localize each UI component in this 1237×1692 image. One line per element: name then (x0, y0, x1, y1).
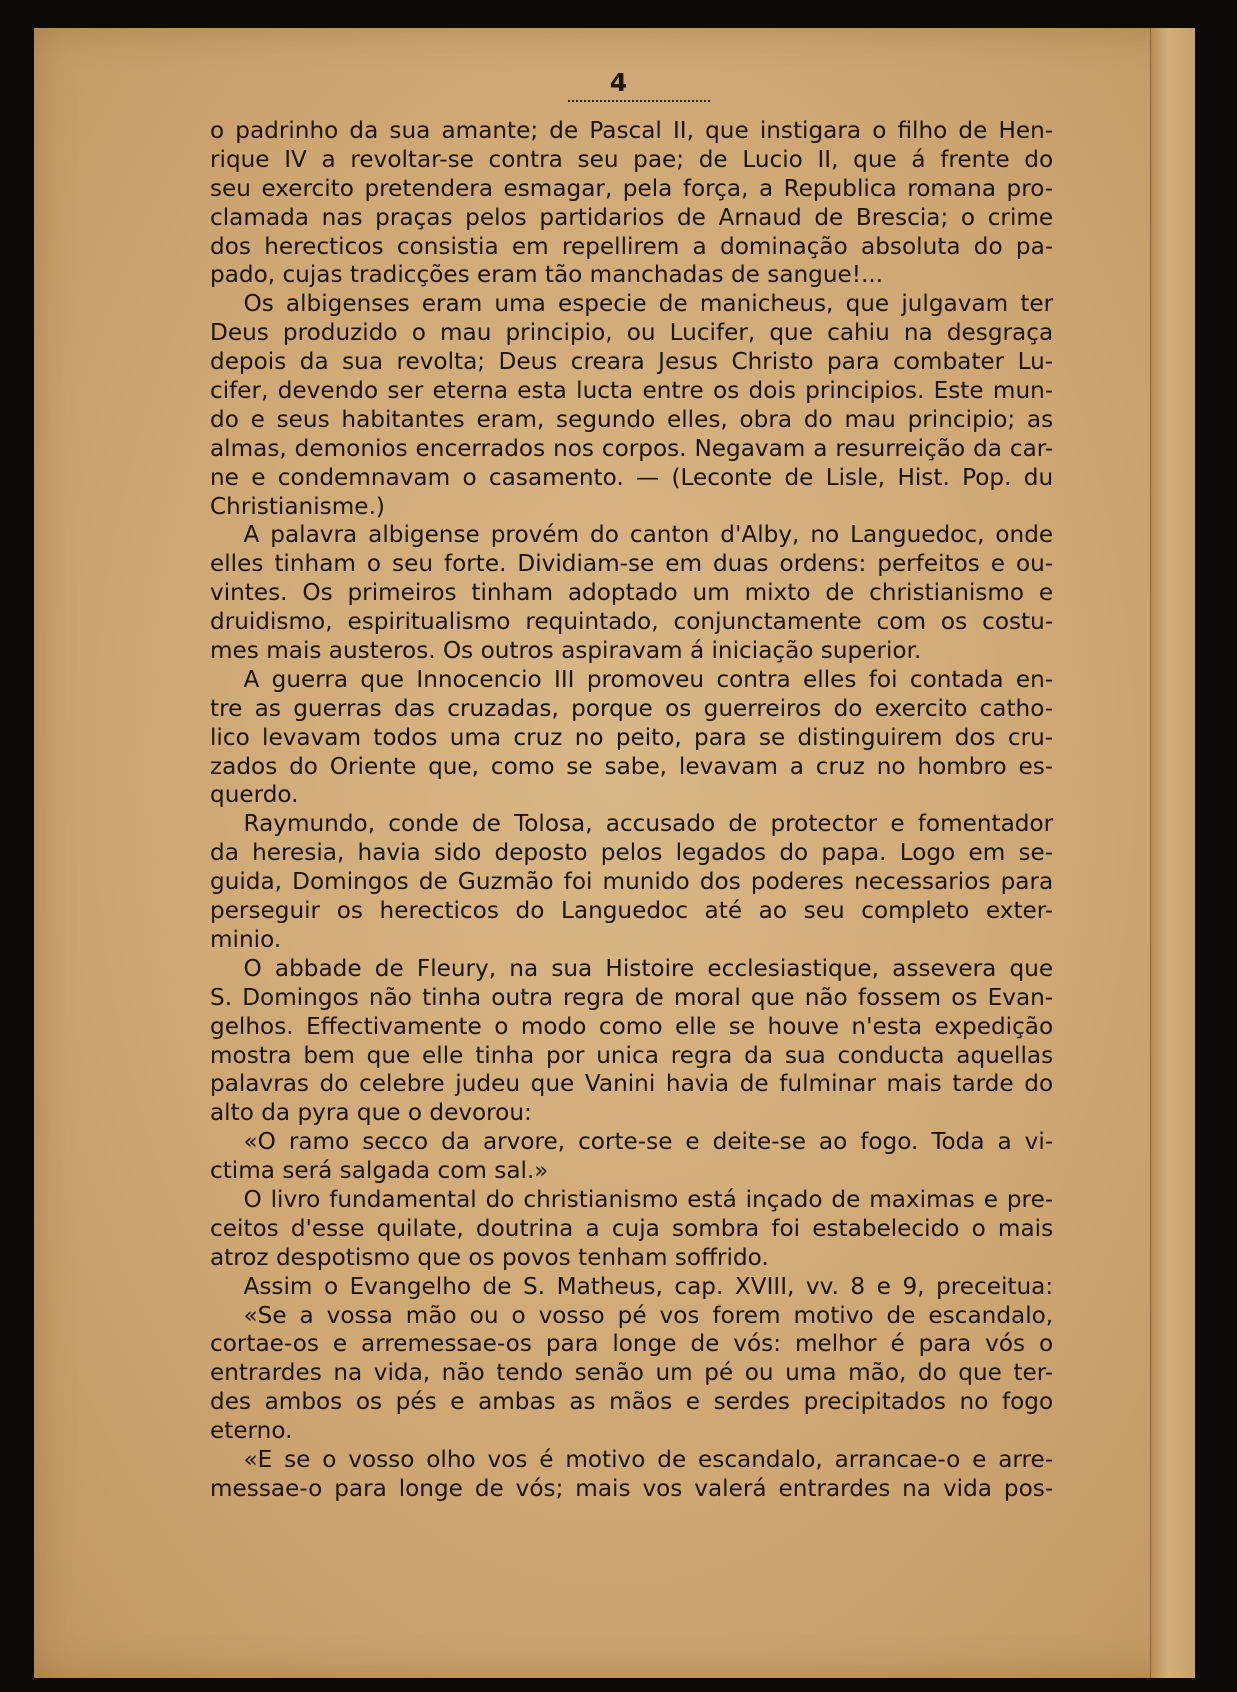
text-line: pado, cujas tradicções eram tão manchadas de sangue!... (210, 260, 884, 289)
text-line: ne e condemnavam o casamento. — (Leconte de Lisle, Hist. Pop. du (210, 462, 1054, 491)
body-text (210, 116, 1053, 1503)
text-line: O abbade de Fleury, na sua Histoire ecclesiastique, assevera que (243, 953, 1054, 982)
text-line: depois da sua revolta; Deus creara Jesus Christo para combater Lu- (210, 347, 1054, 376)
text-line: druidismo, espiritualismo requintado, conjunctamente com os costu- (210, 607, 1054, 636)
text-line: o padrinho da sua amante; de Pascal II, que instigara o filho de Hen- (210, 116, 1054, 144)
text-line: querdo. (210, 780, 299, 809)
page-number-rule (568, 100, 710, 102)
text-line: messae-o para longe de vós; mais vos valerá entrardes na vida pos- (210, 1473, 1054, 1502)
text-line: do e seus habitantes eram, segundo elles, obra do mau principio; as (210, 404, 1054, 433)
text-line: Assim o Evangelho de S. Matheus, cap. XVIII, vv. 8 e 9, preceitua: (243, 1271, 1054, 1300)
text-line: A palavra albigense provém do canton d'Alby, no Languedoc, onde (243, 520, 1054, 549)
text-line: seu exercito pretendera esmagar, pela força, a Republica romana pro- (210, 173, 1054, 202)
text-line: «Se a vossa mão ou o vosso pé vos forem motivo de escandalo, (243, 1300, 1054, 1329)
text-line: des ambos os pés e ambas as mãos e serdes precipitados no fogo (210, 1387, 1054, 1416)
text-line: zados do Oriente que, como se sabe, levavam a cruz no hombro es- (210, 751, 1054, 780)
text-line: entrardes na vida, não tendo senão um pé ou uma mão, do que ter- (210, 1358, 1054, 1387)
text-line: cifer, devendo ser eterna esta lucta entre os dois principios. Este mun- (210, 376, 1054, 405)
text-line: clamada nas praças pelos partidarios de Arnaud de Brescia; o crime (210, 202, 1054, 231)
text-line: «E se o vosso olho vos é motivo de escandalo, arrancae-o e arre- (243, 1444, 1054, 1473)
text-line: da heresia, havia sido deposto pelos legados do papa. Logo em se- (210, 838, 1054, 867)
text-line: Os albigenses eram uma especie de manicheus, que julgavam ter (243, 289, 1054, 318)
text-line: A guerra que Innocencio III promoveu contra elles foi contada en- (243, 664, 1054, 693)
text-line: lico levavam todos uma cruz no peito, para se distinguirem dos cru- (210, 722, 1054, 751)
text-line: minio. (210, 924, 282, 953)
text-line: S. Domingos não tinha outra regra de moral que não fossem os Evan- (210, 982, 1054, 1011)
text-line: eterno. (210, 1416, 293, 1445)
text-line: tre as guerras das cruzadas, porque os guerreiros do exercito catho- (210, 693, 1054, 722)
text-line: Raymundo, conde de Tolosa, accusado de protector e fomentador (243, 809, 1054, 838)
text-line: gelhos. Effectivamente o modo como elle se houve n'esta expedição (210, 1011, 1054, 1040)
text-line: atroz despotismo que os povos tenham soffrido. (210, 1242, 769, 1271)
text-line: «O ramo secco da arvore, corte-se e deite-se ao fogo. Toda a vi- (243, 1127, 1054, 1156)
text-line: mes mais austeros. Os outros aspiravam á iniciação superior. (210, 636, 922, 665)
text-line: perseguir os herecticos do Languedoc até ao seu completo exter- (210, 896, 1054, 925)
text-line: almas, demonios encerrados nos corpos. Negavam a resurreição da car- (210, 433, 1054, 462)
text-line: guida, Domingos de Guzmão foi munido dos poderes necessarios para (210, 867, 1054, 896)
text-line: vintes. Os primeiros tinham adoptado um mixto de christianismo e (210, 578, 1054, 607)
text-line: dos herecticos consistia em repellirem a dominação absoluta do pa- (210, 231, 1054, 260)
page-fold-edge (1150, 28, 1195, 1678)
text-line: elles tinham o seu forte. Dividiam-se em duas ordens: perfeitos e ou- (210, 549, 1054, 578)
text-line: ceitos d'esse quilate, doutrina a cuja sombra foi estabelecido o mais (210, 1213, 1054, 1242)
text-line: rique IV a revoltar-se contra seu pae; de Lucio II, que á frente do (210, 144, 1054, 173)
text-line: Deus produzido o mau principio, ou Lucifer, que cahiu na desgraça (210, 318, 1054, 347)
page-number: 4 (609, 68, 628, 97)
text-line: ctima será salgada com sal.» (210, 1156, 549, 1185)
text-line: cortae-os e arremessae-os para longe de vós: melhor é para vós o (210, 1329, 1054, 1358)
text-line: mostra bem que elle tinha por unica regra da sua conducta aquellas (210, 1040, 1054, 1069)
text-line: Christianisme.) (210, 491, 385, 520)
text-line: alto da pyra que o devorou: (210, 1098, 532, 1127)
text-line: O livro fundamental do christianismo está inçado de maximas e pre- (243, 1184, 1054, 1213)
text-line: palavras do celebre judeu que Vanini havia de fulminar mais tarde do (210, 1069, 1054, 1098)
